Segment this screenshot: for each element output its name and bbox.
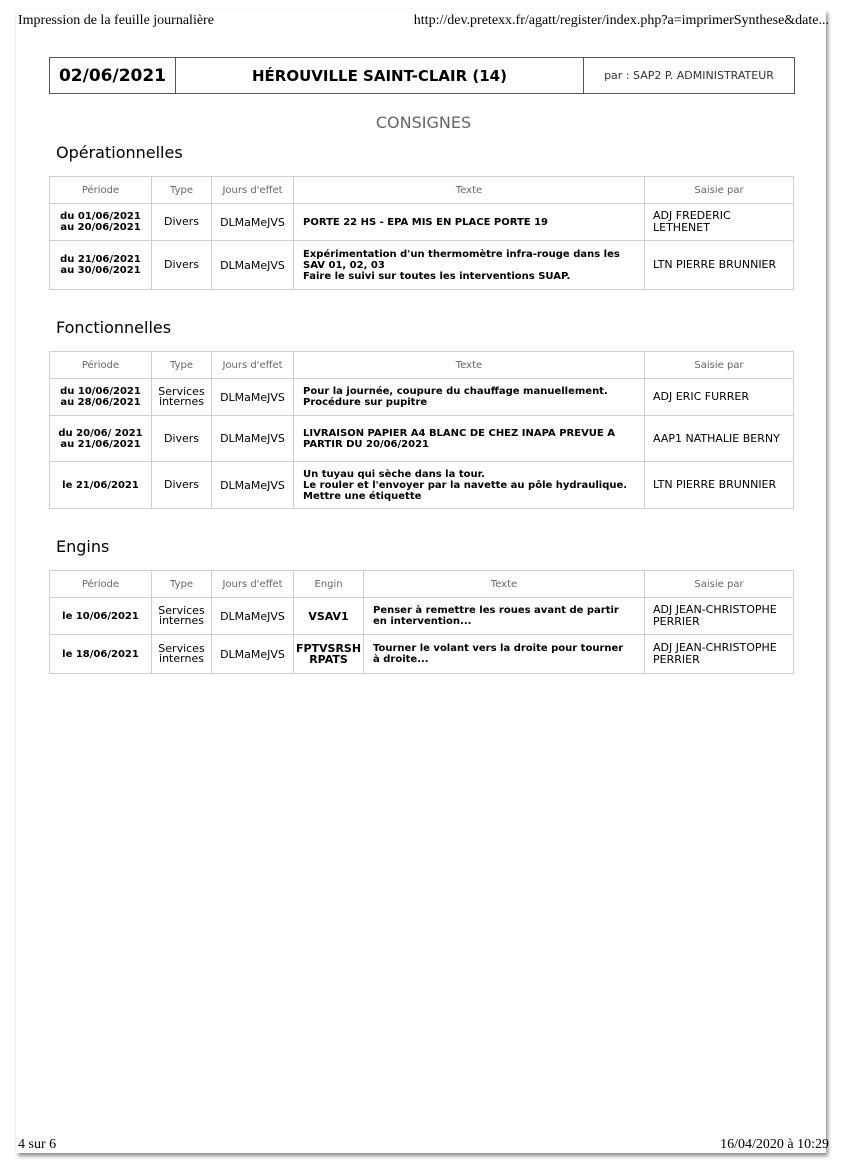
cell-texte-line: à droite... — [373, 654, 429, 665]
cell-saisie-line: ADJ ERIC FURRER — [653, 390, 750, 403]
table-operationnelles — [49, 176, 794, 290]
cell-texte — [294, 416, 645, 462]
table-row — [50, 241, 794, 290]
cell-type — [152, 241, 212, 290]
cell-type-line: Divers — [163, 258, 200, 271]
cell-saisie-line: ADJ JEAN-CHRISTOPHE — [653, 641, 777, 654]
table-fonctionnelles — [49, 351, 794, 509]
col-saisie: Saisie par — [645, 177, 794, 204]
cell-type — [152, 204, 212, 241]
cell-periode-line: au 21/06/2021 — [60, 438, 141, 450]
cell-saisie-line: LETHENET — [653, 221, 710, 234]
cell-saisie — [645, 204, 794, 241]
cell-type-line: internes — [159, 614, 204, 627]
cell-texte-line: Penser à remettre les roues avant de partir — [373, 605, 619, 616]
cell-type-line: Services — [158, 604, 205, 617]
cell-texte-line: Pour la journée, coupure du chauffage manuellement. — [303, 386, 608, 397]
cell-periode — [50, 598, 152, 635]
cell-texte-line: PORTE 22 HS - EPA MIS EN PLACE PORTE 19 — [303, 216, 549, 228]
cell-texte-line: Un tuyau qui sèche dans la tour. — [303, 468, 485, 480]
cell-texte — [364, 598, 645, 635]
print-page-title: Impression de la feuille journalière — [18, 13, 214, 28]
cell-type — [152, 598, 212, 635]
cell-saisie — [645, 462, 794, 509]
table-row — [50, 204, 794, 241]
col-jours: Jours d'effet — [212, 177, 294, 204]
table-row — [50, 635, 794, 674]
cell-texte-line: Mettre une étiquette — [303, 490, 422, 502]
cell-engin — [294, 635, 364, 674]
cell-jours: DLMaMeJVS — [212, 379, 294, 416]
cell-texte — [294, 462, 645, 509]
table-row — [50, 379, 794, 416]
table-engins — [49, 570, 794, 674]
cell-type-line: internes — [159, 652, 204, 665]
col-saisie: Saisie par — [645, 571, 794, 598]
cell-saisie — [645, 416, 794, 462]
col-type: Type — [152, 352, 212, 379]
cell-periode-line: le 21/06/2021 — [62, 479, 139, 491]
cell-engin — [294, 598, 364, 635]
cell-periode-line: du 10/06/2021 — [60, 386, 141, 397]
cell-jours: DLMaMeJVS — [212, 462, 294, 509]
cell-type-line: Services — [158, 642, 205, 655]
col-texte: Texte — [364, 571, 645, 598]
col-texte: Texte — [294, 352, 645, 379]
cell-texte-line: Expérimentation d'un thermomètre infra-rouge dans les — [303, 248, 620, 260]
header-author: par : SAP2 P. ADMINISTRATEUR — [604, 69, 774, 82]
cell-type — [152, 379, 212, 416]
cell-type — [152, 416, 212, 462]
table-row — [50, 462, 794, 509]
cell-texte — [364, 635, 645, 674]
section-title-engins: Engins — [56, 537, 110, 556]
cell-texte — [294, 204, 645, 241]
col-saisie: Saisie par — [645, 352, 794, 379]
cell-texte-line: LIVRAISON PAPIER A4 BLANC DE CHEZ INAPA PREVUE A — [303, 427, 615, 439]
cell-periode-line: le 18/06/2021 — [62, 648, 139, 660]
cell-periode — [50, 379, 152, 416]
cell-saisie — [645, 379, 794, 416]
header-box — [49, 57, 795, 94]
cell-periode-line: le 10/06/2021 — [62, 610, 139, 622]
cell-texte-line: en intervention... — [373, 616, 472, 627]
cell-periode-line: du 20/06/ 2021 — [58, 427, 143, 439]
col-periode: Période — [50, 352, 152, 379]
col-type: Type — [152, 571, 212, 598]
cell-engin-line: RPATS — [309, 653, 348, 666]
cell-jours: DLMaMeJVS — [212, 598, 294, 635]
cell-saisie-line: AAP1 NATHALIE BERNY — [653, 431, 780, 445]
cell-type-line: Services — [158, 385, 205, 398]
print-page-number: 4 sur 6 — [18, 1137, 57, 1152]
cell-jours: DLMaMeJVS — [212, 241, 294, 290]
cell-texte-line: Procédure sur pupitre — [303, 397, 428, 408]
cell-type — [152, 635, 212, 674]
cell-type-line: Divers — [163, 431, 200, 445]
cell-saisie — [645, 241, 794, 290]
cell-jours: DLMaMeJVS — [212, 635, 294, 674]
col-type: Type — [152, 177, 212, 204]
section-title-fonctionnelles: Fonctionnelles — [56, 318, 172, 337]
col-periode: Période — [50, 571, 152, 598]
col-jours: Jours d'effet — [212, 352, 294, 379]
cell-engin-line: FPTVSRSH — [295, 642, 362, 655]
cell-type-line: Divers — [163, 215, 200, 228]
col-engin: Engin — [294, 571, 364, 598]
cell-saisie-line: ADJ JEAN-CHRISTOPHE — [653, 603, 777, 616]
cell-periode-line: du 21/06/2021 — [60, 254, 141, 265]
cell-texte-line: Le rouler et l'envoyer par la navette au pôle hydraulique. — [303, 479, 628, 491]
cell-jours: DLMaMeJVS — [212, 416, 294, 462]
print-date: 16/04/2020 à 10:29 — [720, 1137, 829, 1152]
cell-saisie-line: PERRIER — [653, 653, 700, 666]
cell-jours: DLMaMeJVS — [212, 204, 294, 241]
cell-periode — [50, 241, 152, 290]
cell-periode-line: au 28/06/2021 — [60, 397, 141, 408]
header-date: 02/06/2021 — [50, 58, 176, 93]
col-texte: Texte — [294, 177, 645, 204]
cell-engin-line: VSAV1 — [308, 609, 349, 623]
section-title-operationnelles: Opérationnelles — [56, 143, 183, 162]
cell-saisie — [645, 598, 794, 635]
cell-type-line: Divers — [163, 478, 200, 491]
cell-saisie-line: ADJ FREDERIC — [653, 209, 731, 222]
col-jours: Jours d'effet — [212, 571, 294, 598]
cell-periode — [50, 204, 152, 241]
cell-periode — [50, 462, 152, 509]
cell-type-line: internes — [159, 395, 204, 408]
cell-saisie-line: LTN PIERRE BRUNNIER — [653, 478, 777, 491]
consignes-title: CONSIGNES — [375, 113, 472, 132]
cell-saisie-line: PERRIER — [653, 615, 700, 628]
cell-saisie — [645, 635, 794, 674]
cell-texte-line: SAV 01, 02, 03 — [303, 259, 385, 271]
cell-type — [152, 462, 212, 509]
print-page-url: http://dev.pretexx.fr/agatt/register/index.php?a=imprimerSynthese&date... — [413, 13, 829, 28]
cell-periode — [50, 635, 152, 674]
cell-saisie-line: LTN PIERRE BRUNNIER — [653, 258, 777, 271]
table-row — [50, 416, 794, 462]
cell-texte-line: PARTIR DU 20/06/2021 — [303, 438, 429, 450]
header-city: HÉROUVILLE SAINT-CLAIR (14) — [176, 58, 584, 93]
cell-periode-line: du 01/06/2021 — [60, 211, 141, 222]
cell-texte-line: Tourner le volant vers la droite pour tourner — [373, 643, 624, 654]
cell-periode-line: au 20/06/2021 — [60, 222, 141, 233]
cell-texte-line: Faire le suivi sur toutes les interventions SUAP. — [303, 270, 571, 282]
cell-texte — [294, 241, 645, 290]
col-periode: Période — [50, 177, 152, 204]
cell-periode — [50, 416, 152, 462]
cell-texte — [294, 379, 645, 416]
cell-periode-line: au 30/06/2021 — [60, 265, 141, 276]
table-row — [50, 598, 794, 635]
